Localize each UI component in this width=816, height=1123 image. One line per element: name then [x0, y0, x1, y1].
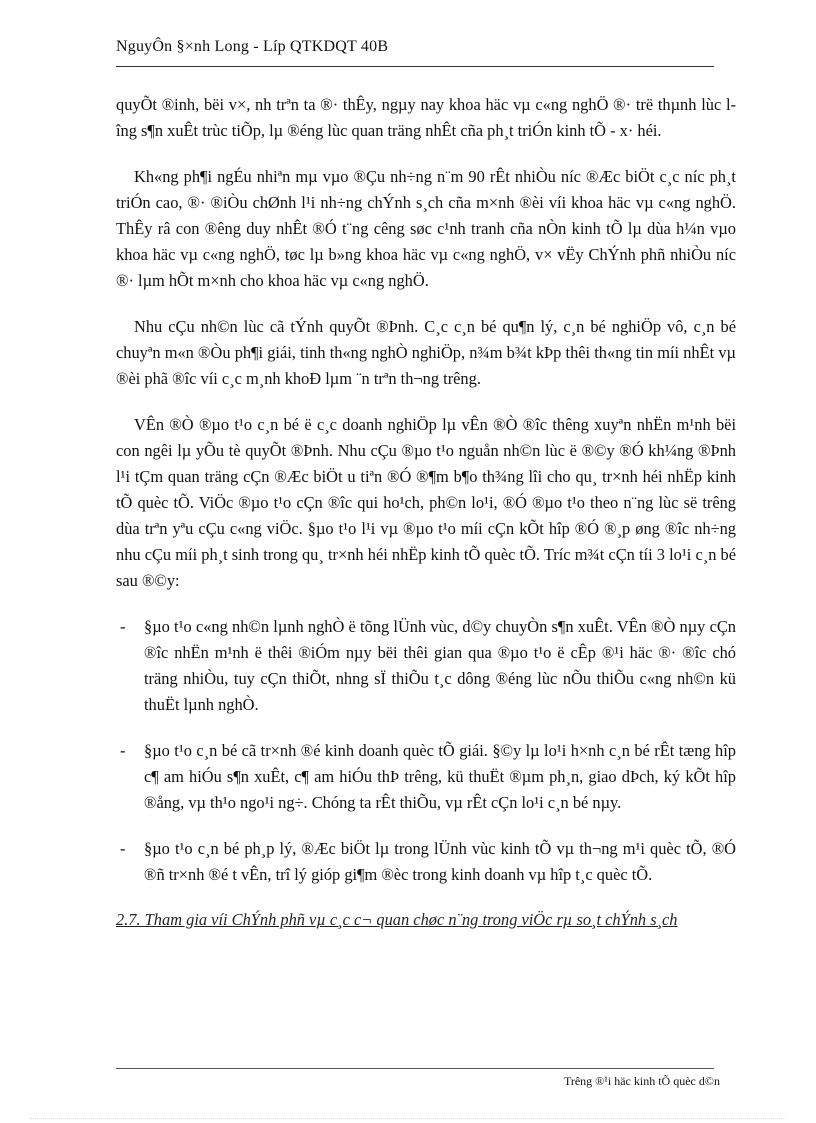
list-item-text: §µo t¹o c¸n bé ph¸p lý, ®Æc biÖt lµ trong lÜnh vùc kinh tÕ vµ th¬ng m¹i quèc tÕ, ®Ó ®ñ tr×nh ®é t vÊn, trî lý gióp gi¶m ®èc trong kinh doanh vµ hîp t¸c quèc tÕ. — [144, 839, 736, 884]
bullet-dash: - — [120, 617, 126, 636]
list-item — [116, 738, 736, 816]
paragraph-4: VÊn ®Ò ®µo t¹o c¸n bé ë c¸c doanh nghiÖp lµ vÊn ®Ò ®îc thêng xuyªn nhËn m¹nh bëi con ngêi lµ yÕu tè quyÕt ®Þnh. Nhu cÇu ®µo t¹o nguån nh©n lùc ë ®©y ®Ó kh¼ng ®Þnh l¹i tÇm quan träng cÇn ®Æc biÖt u tiªn ®Ó ®¶m b¶o th¾ng lîi cho qu¸ tr×nh héi nhËp kinh tÕ quèc tÕ. ViÖc ®µo t¹o cÇn ®îc qui ho¹ch, ph©n lo¹i, ®Ó ®µo t¹o theo n¨ng lùc së trêng dùa trªn yªu cÇu c«ng viÖc. §µo t¹o l¹i vµ ®µo t¹o míi cÇn kÕt hîp ®Ó ®¸p øng ®îc nh÷ng nhu cÇu míi ph¸t sinh trong qu¸ tr×nh héi nhËp kinh tÕ quèc tÕ. Tríc m¾t cÇn tíi 3 lo¹i c¸n bé sau ®©y: — [116, 415, 736, 590]
paragraph-2: Kh«ng ph¶i ngÉu nhiªn mµ vµo ®Çu nh÷ng n¨m 90 rÊt nhiÒu níc ®Æc biÖt c¸c níc ph¸t triÓn cao, ®· ®iÒu chØnh l¹i nh÷ng chÝnh s¸ch cña m×nh ®èi víi khoa häc vµ c«ng nghÖ. ThÊy râ con ®êng duy nhÊt ®Ó t¨ng cêng søc c¹nh tranh cña nÒn kinh tÕ lµ dùa h¼n vµo khoa häc vµ c«ng nghÖ, tøc lµ b»ng khoa häc vµ c«ng nghÖ, v× vËy ChÝnh phñ nhiÒu níc ®· lµm hÕt m×nh cho khoa häc vµ c«ng nghÖ. — [116, 167, 736, 290]
section-heading: 2.7. Tham gia víi ChÝnh phñ vµ c¸c c¬ quan chøc n¨ng trong viÖc rµ so¸t chÝnh s¸ch — [116, 910, 678, 929]
page-footer: Trêng ®¹i häc kinh tÕ quèc d©n — [563, 1074, 720, 1088]
document-body — [116, 92, 736, 932]
list-item — [116, 836, 736, 888]
list-item — [116, 614, 736, 718]
page-edge-divider — [30, 1118, 786, 1119]
footer-rule — [116, 1068, 714, 1069]
header-rule — [116, 66, 714, 67]
paragraph-1: quyÕt ®inh, bëi v×, nh trªn ta ®· thÊy, ngµy nay khoa häc vµ c«ng nghÖ ®· trë thµnh lùc lîng s¶n xuÊt trùc tiÕp, lµ ®éng lùc quan träng nhÊt cña ph¸t triÓn kinh tÕ - x· héi. — [116, 95, 736, 140]
paragraph-3: Nhu cÇu nh©n lùc cã tÝnh quyÕt ®Þnh. C¸c c¸n bé qu¶n lý, c¸n bé nghiÖp vô, c¸n bé chuyªn m«n ®Òu ph¶i giái, tinh th«ng nghÒ nghiÖp, n¾m b¾t kÞp thêi th«ng tin míi nhÊt vµ ®èi phã ®îc víi c¸c m¸nh khoÐ lµm ¨n trªn th¬ng trêng. — [116, 317, 736, 388]
list-item-text: §µo t¹o c¸n bé cã tr×nh ®é kinh doanh quèc tÕ giái. §©y lµ lo¹i h×nh c¸n bé rÊt tæng hîp c¶ am hiÓu s¶n xuÊt, c¶ am hiÓu thÞ trêng, kü thuËt ®µm ph¸n, giao dÞch, ký kÕt hîp ®ång, vµ th¹o ngo¹i ng÷. Chóng ta rÊt thiÕu, vµ rÊt cÇn lo¹i c¸n bé nµy. — [144, 741, 736, 812]
bullet-dash: - — [120, 741, 126, 760]
bullet-list — [116, 614, 736, 888]
header-title: NguyÔn §×nh Long - Líp QTKDQT 40B — [116, 38, 389, 55]
bullet-dash: - — [120, 839, 126, 858]
page-header — [116, 38, 714, 56]
list-item-text: §µo t¹o c«ng nh©n lµnh nghÒ ë tõng lÜnh vùc, d©y chuyÒn s¶n xuÊt. VÊn ®Ò nµy cÇn ®îc nhËn m¹nh ë thêi ®iÓm nµy bëi thêi gian qua ®µo t¹o ë cÊp ®¹i häc ®· ®îc chó träng nhiÒu, tuy cÇn thiÕt, nhng sÏ thiÕu t¸c dông ®éng lùc nÕu thiÕu c«ng nh©n kü thuËt lµnh nghÒ. — [144, 617, 736, 714]
